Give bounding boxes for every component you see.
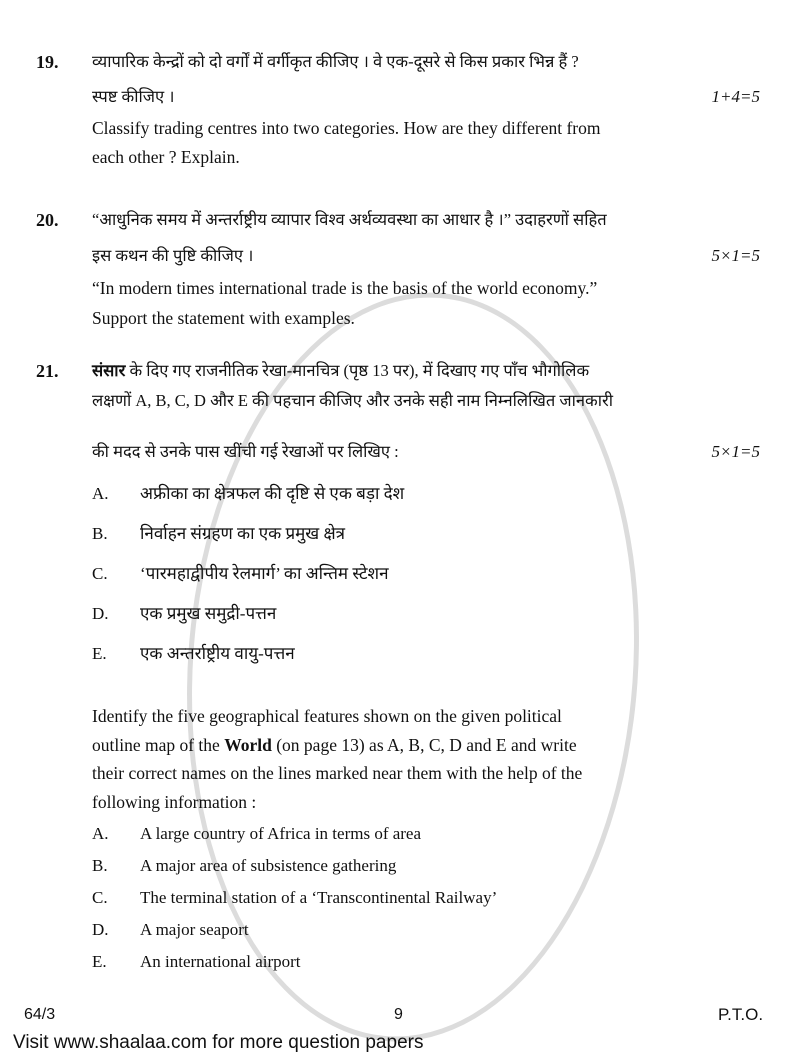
q19-english-line1: Classify trading centres into two categories. How are they different from: [92, 118, 601, 138]
en-option-label: C.: [92, 888, 108, 907]
hi-option-label: B.: [92, 524, 108, 543]
q21-en-pre: outline map of the: [92, 735, 225, 755]
hi-option-label: A.: [92, 484, 109, 503]
en-option-label: A.: [92, 824, 109, 843]
q20-hindi-line2: इस कथन की पुष्टि कीजिए ।: [92, 246, 254, 265]
en-option-text: The terminal station of a ‘Transcontinental Railway’: [140, 888, 498, 907]
paper-code: 64/3: [24, 1006, 56, 1023]
en-option-label: D.: [92, 920, 109, 939]
question-19-number: 19.: [36, 52, 59, 72]
q20-marks: 5×1=5: [711, 246, 760, 265]
q21-english-line4: following information :: [92, 792, 257, 812]
hi-option-text: ‘पारमहाद्वीपीय रेलमार्ग’ का अन्तिम स्टेशन: [140, 564, 389, 583]
q21-en-post: (on page 13) as A, B, C, D and E and write: [271, 735, 577, 755]
hi-option-text: अफ्रीका का क्षेत्रफल की दृष्टि से एक बड़ा देश: [140, 484, 405, 503]
q21-hindi-bold: संसार: [92, 361, 126, 380]
q19-hindi-line2: स्पष्ट कीजिए ।: [92, 87, 175, 106]
q21-hindi-line1-rest: के दिए गए राजनीतिक रेखा-मानचित्र (पृष्ठ 13 पर), में दिखाए गए पाँच भौगोलिक: [125, 361, 590, 380]
q20-english-line1: “In modern times international trade is the basis of the world economy.”: [92, 278, 598, 298]
hi-option-text: एक अन्तर्राष्ट्रीय वायु-पत्तन: [140, 644, 295, 663]
en-option-text: An international airport: [140, 952, 301, 971]
en-option-label: B.: [92, 856, 108, 875]
en-option-text: A major seaport: [140, 920, 249, 939]
hi-option-text: निर्वाहन संग्रहण का एक प्रमुख क्षेत्र: [140, 524, 346, 543]
q21-english-line3: their correct names on the lines marked near them with the help of the: [92, 763, 583, 783]
q21-hindi-line2: लक्षणों A, B, C, D और E की पहचान कीजिए और उनके सही नाम निम्नलिखित जानकारी: [92, 391, 614, 410]
hi-option-label: E.: [92, 644, 107, 663]
question-20-number: 20.: [36, 210, 59, 230]
question-21-number: 21.: [36, 361, 59, 381]
q19-english-line2: each other ? Explain.: [92, 147, 240, 167]
hi-option-label: C.: [92, 564, 108, 583]
q21-english-line1: Identify the five geographical features shown on the given political: [92, 706, 562, 726]
pto-label: P.T.O.: [718, 1005, 764, 1024]
hi-option-label: D.: [92, 604, 109, 623]
q21-hindi-line3: की मदद से उनके पास खींची गई रेखाओं पर लिखिए :: [92, 442, 399, 461]
en-option-text: A large country of Africa in terms of area: [140, 824, 422, 843]
q21-english-line2: [92, 734, 577, 756]
hi-option-text: एक प्रमुख समुद्री-पत्तन: [140, 604, 277, 623]
en-option-label: E.: [92, 952, 107, 971]
q21-hindi-line1: [92, 360, 589, 382]
q21-marks: 5×1=5: [711, 442, 760, 461]
q20-english-line2: Support the statement with examples.: [92, 308, 355, 328]
q20-hindi-line1: “आधुनिक समय में अन्तर्राष्ट्रीय व्यापार विश्व अर्थव्यवस्था का आधार है ।” उदाहरणों सहित: [92, 210, 607, 229]
en-option-text: A major area of subsistence gathering: [140, 856, 397, 875]
q21-en-bold-world: World: [224, 735, 272, 755]
visit-link[interactable]: Visit www.shaalaa.com for more question papers: [13, 1032, 424, 1053]
page-number: 9: [394, 1006, 403, 1023]
q19-hindi-line1: व्यापारिक केन्द्रों को दो वर्गों में वर्गीकृत कीजिए । वे एक-दूसरे से किस प्रकार भिन्न हैं ?: [92, 52, 579, 71]
q19-marks: 1+4=5: [711, 87, 760, 106]
